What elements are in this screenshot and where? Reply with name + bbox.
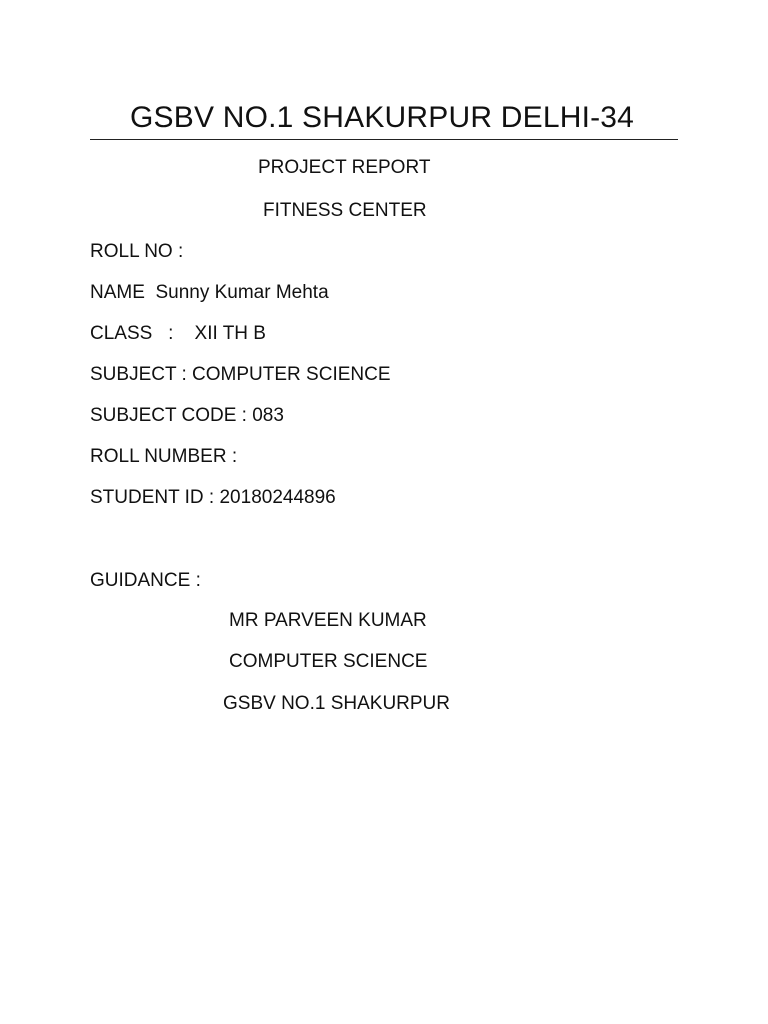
name-field: NAME Sunny Kumar Mehta: [90, 282, 329, 303]
subject-field: SUBJECT : COMPUTER SCIENCE: [90, 364, 391, 385]
roll-number-field: ROLL NUMBER :: [90, 446, 238, 467]
school-title: GSBV NO.1 SHAKURPUR DELHI-34: [130, 101, 635, 134]
project-title: FITNESS CENTER: [263, 200, 427, 221]
class-field: CLASS : XII TH B: [90, 323, 266, 344]
guide-teacher-name: MR PARVEEN KUMAR: [229, 610, 427, 631]
roll-no-field: ROLL NO :: [90, 241, 184, 262]
guidance-label: GUIDANCE :: [90, 570, 201, 591]
student-id-field: STUDENT ID : 20180244896: [90, 487, 336, 508]
report-type: PROJECT REPORT: [258, 157, 431, 178]
guide-school: GSBV NO.1 SHAKURPUR: [223, 693, 450, 714]
subject-code-field: SUBJECT CODE : 083: [90, 405, 284, 426]
title-underline: [90, 139, 678, 140]
guide-department: COMPUTER SCIENCE: [229, 651, 428, 672]
